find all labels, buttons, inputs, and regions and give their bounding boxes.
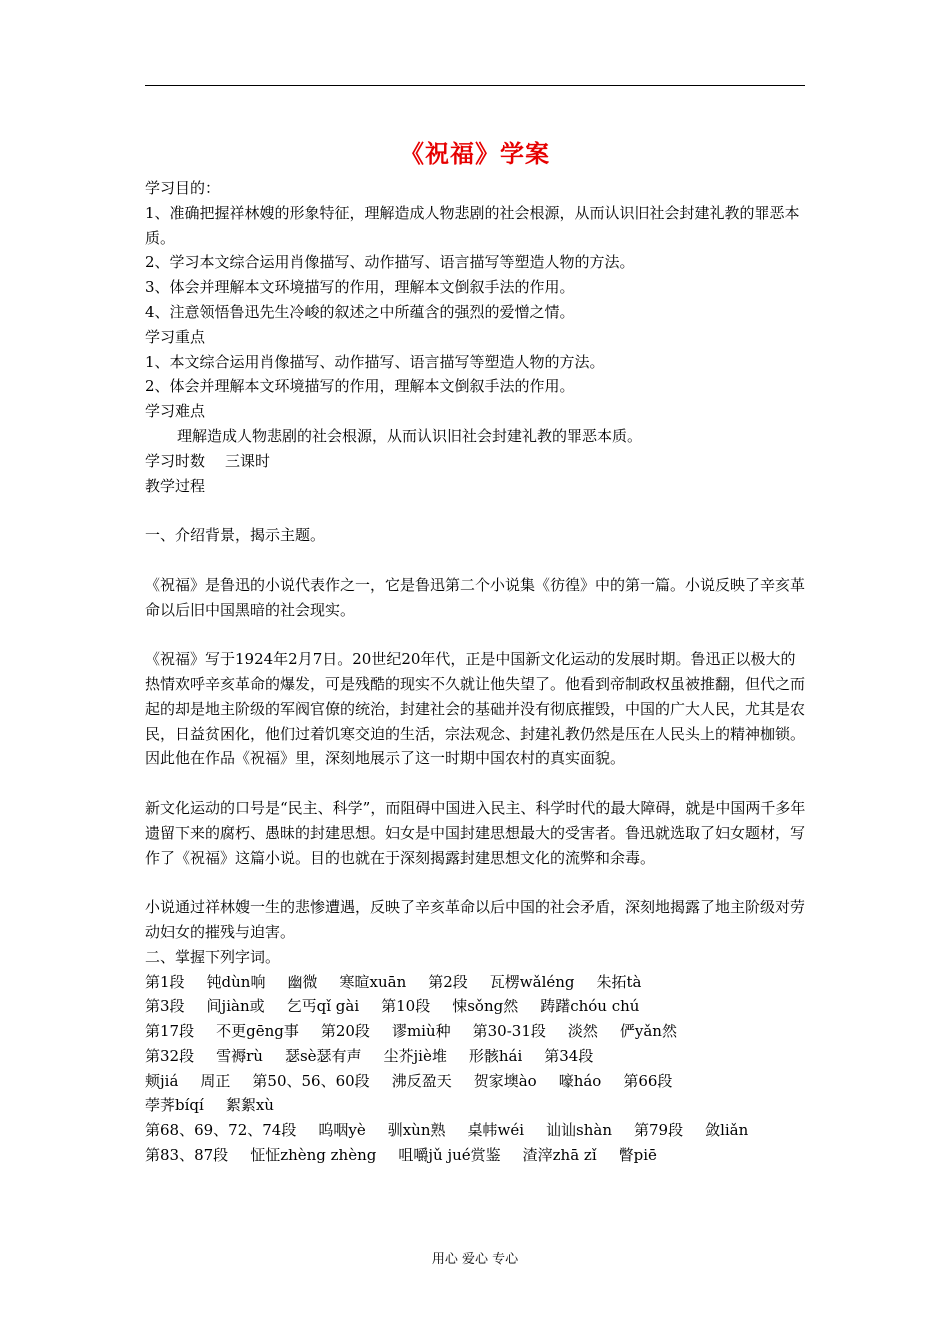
vocabulary-term: 第17段	[145, 1022, 195, 1041]
difficulty-text: 理解造成人物悲剧的社会根源，从而认识旧社会封建礼教的罪恶本质。	[177, 426, 643, 445]
vocabulary-row	[145, 1118, 810, 1143]
document-body	[145, 176, 810, 1168]
vocabulary-term: 驯xùn熟	[387, 1121, 446, 1140]
vocabulary-term: 第3段	[145, 997, 185, 1016]
vocabulary-row	[145, 994, 810, 1019]
process-heading: 教学过程	[145, 476, 206, 495]
background-paragraph: 新文化运动的口号是“民主、科学”，而阻碍中国进入民主、科学时代的最大障碍，就是中国两千多年遗留下来的腐朽、愚昧的封建思想。妇女是中国封建思想最大的受害者。鲁迅就选取了妇女题材，写作了《祝福》这篇小说。目的也就在于深刻揭露封建思想文化的流弊和余毒。	[145, 798, 806, 867]
vocabulary-term: 咀嚼jǔ jué赏鉴	[398, 1146, 501, 1165]
vocabulary-term: 第68、69、72、74段	[145, 1121, 297, 1140]
vocabulary-row	[145, 970, 810, 995]
vocabulary-term: 第66段	[623, 1071, 673, 1090]
vocabulary-list	[145, 970, 810, 1168]
key-points-heading: 学习重点	[145, 327, 206, 346]
key-point-item: 2、体会并理解本文环境描写的作用，理解本文倒叙手法的作用。	[145, 377, 575, 396]
vocabulary-term: 淡然	[567, 1022, 598, 1041]
vocabulary-term: 讪讪shàn	[546, 1121, 612, 1140]
study-hours-label: 学习时数	[145, 451, 206, 470]
header-rule	[145, 85, 805, 86]
vocabulary-term: 寒暄xuān	[339, 972, 407, 991]
vocabulary-term: 瑟sè瑟有声	[284, 1046, 362, 1065]
vocabulary-term: 朱拓tà	[596, 972, 642, 991]
background-paragraph: 《祝福》写于1924年2月7日。20世纪20年代，正是中国新文化运动的发展时期。鲁迅正以极大的热情欢呼辛亥革命的爆发，可是残酷的现实不久就让他失望了。他看到帝制政权虽被推翻，但代之而起的却是地主阶级的军阀官僚的统治，封建社会的基础并没有彻底摧毁，中国的广大人民，尤其是农民，日益贫困化，他们过着饥寒交迫的生活，宗法观念、封建礼教仍然是压在人民头上的精神枷锁。因此他在作品《祝福》里，深刻地展示了这一时期中国农村的真实面貌。	[145, 650, 806, 768]
vocabulary-term: 俨yǎn然	[619, 1022, 677, 1041]
background-paragraph: 《祝福》是鲁迅的小说代表作之一，它是鲁迅第二个小说集《彷徨》中的第一篇。小说反映了辛亥革命以后旧中国黑暗的社会现实。	[145, 575, 806, 619]
vocabulary-term: 第20段	[320, 1022, 370, 1041]
vocabulary-term: 第32段	[145, 1046, 195, 1065]
vocabulary-term: 怔怔zhèng zhèng	[250, 1146, 377, 1165]
vocabulary-term: 瞥piē	[618, 1146, 657, 1165]
document-title: 《祝福》学案	[400, 139, 550, 168]
vocabulary-term: 形骸hái	[468, 1046, 523, 1065]
objectives-heading: 学习目的：	[145, 179, 221, 197]
vocabulary-term: 第50、56、60段	[252, 1071, 370, 1090]
vocabulary-term: 乞丐qǐ gài	[286, 997, 360, 1016]
background-paragraph: 小说通过祥林嫂一生的悲惨遭遇，反映了辛亥革命以后中国的社会矛盾，深刻地揭露了地主阶级对劳动妇女的摧残与迫害。	[145, 898, 806, 941]
vocabulary-term: 渣滓zhā zǐ	[522, 1146, 597, 1165]
vocabulary-term: 第83、87段	[145, 1146, 229, 1165]
difficulty-heading: 学习难点	[145, 402, 206, 421]
vocabulary-term: 不更gēng事	[216, 1022, 299, 1041]
section1-heading: 一、介绍背景，揭示主题。	[145, 526, 326, 545]
vocabulary-term: 第1段	[145, 972, 185, 991]
vocabulary-term: 钝dùn响	[206, 972, 266, 991]
vocabulary-term: 尘芥jiè堆	[383, 1046, 447, 1065]
vocabulary-term: 悚sǒng然	[452, 997, 519, 1016]
page-footer: 用心 爱心 专心	[431, 1252, 519, 1267]
vocabulary-row	[145, 1093, 810, 1118]
study-hours	[145, 449, 810, 474]
vocabulary-term: 嚎háo	[558, 1071, 602, 1090]
vocabulary-term: 谬miù种	[391, 1022, 451, 1041]
vocabulary-term: 沸反盈天	[391, 1071, 452, 1090]
vocabulary-term: 第30-31段	[472, 1022, 546, 1041]
vocabulary-term: 第34段	[544, 1046, 594, 1065]
vocabulary-term: 敛liǎn	[705, 1121, 749, 1140]
vocabulary-row	[145, 1069, 810, 1094]
vocabulary-term: 第79段	[633, 1121, 684, 1140]
objective-item: 3、体会并理解本文环境描写的作用，理解本文倒叙手法的作用。	[145, 278, 575, 297]
vocabulary-term: 踌躇chóu chú	[540, 997, 640, 1016]
vocabulary-term: 周正	[200, 1071, 231, 1090]
objective-item: 2、学习本文综合运用肖像描写、动作描写、语言描写等塑造人物的方法。	[145, 253, 635, 272]
vocabulary-term: 絮絮xù	[225, 1096, 274, 1115]
vocabulary-term: 颊jiá	[145, 1071, 179, 1090]
vocabulary-term: 贺家墺ào	[473, 1071, 537, 1090]
study-hours-value: 三课时	[225, 451, 271, 470]
vocabulary-term: 幽微	[287, 972, 318, 991]
vocabulary-term: 瓦楞wǎléng	[489, 972, 575, 991]
vocabulary-term: 第10段	[381, 997, 431, 1016]
vocabulary-term: 荸荠bíqí	[145, 1096, 204, 1115]
vocabulary-term: 间jiàn或	[206, 997, 265, 1016]
vocabulary-term: 雪褥rù	[216, 1046, 263, 1065]
key-point-item: 1、本文综合运用肖像描写、动作描写、语言描写等塑造人物的方法。	[145, 352, 605, 371]
vocabulary-row	[145, 1143, 810, 1168]
section2-heading: 二、掌握下列字词。	[145, 947, 281, 966]
vocabulary-row	[145, 1044, 810, 1069]
objective-item: 1、准确把握祥林嫂的形象特征，理解造成人物悲剧的社会根源，从而认识旧社会封建礼教的罪恶本质。	[145, 203, 800, 247]
objective-item: 4、注意领悟鲁迅先生冷峻的叙述之中所蕴含的强烈的爱憎之情。	[145, 302, 575, 321]
vocabulary-term: 呜咽yè	[318, 1121, 366, 1140]
vocabulary-term: 第2段	[428, 972, 468, 991]
vocabulary-row	[145, 1019, 810, 1044]
vocabulary-term: 桌帏wéi	[467, 1121, 525, 1140]
